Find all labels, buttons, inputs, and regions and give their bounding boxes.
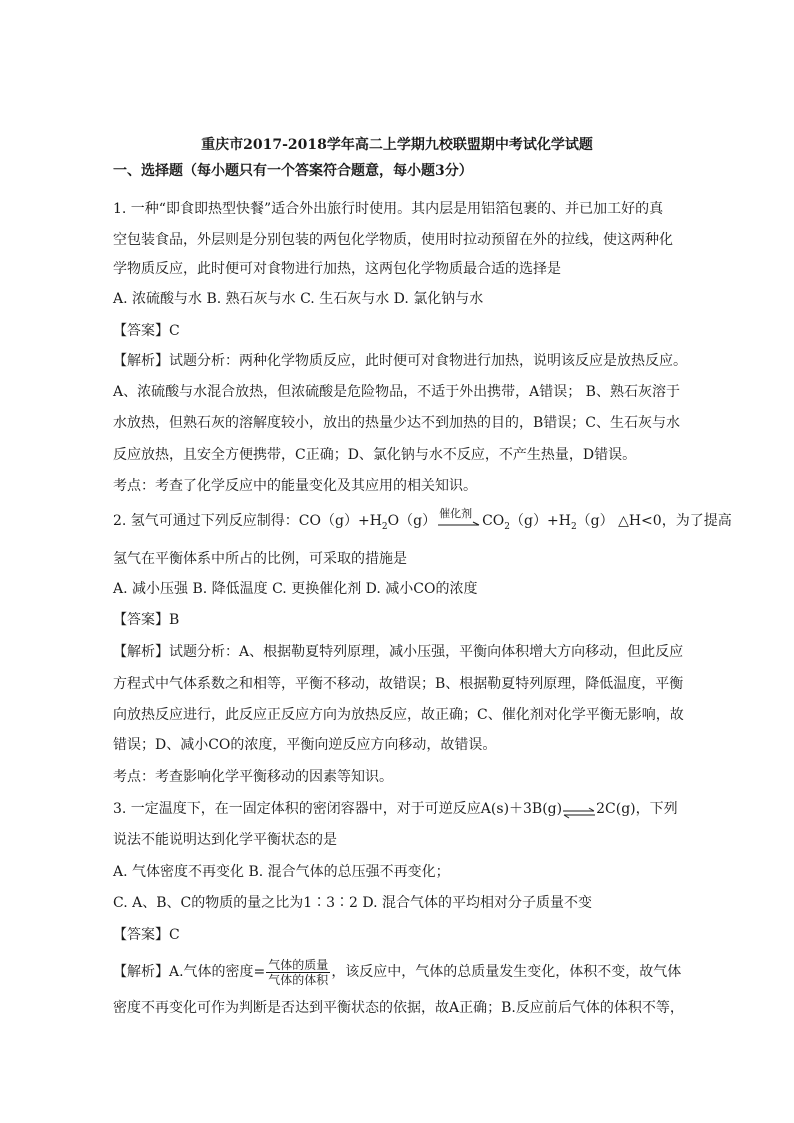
q2-answer: 【答案】B bbox=[113, 612, 180, 628]
catalyst-arrow bbox=[437, 507, 481, 531]
q3-analysis-line-2: 密度不再变化可作为判断是否达到平衡状态的依据，故A正确；B.反应前后气体的体积不等， bbox=[113, 1000, 684, 1016]
density-fraction bbox=[266, 958, 330, 987]
q2-analysis-line-1: 【解析】试题分析：A、根据勒夏特列原理，减小压强，平衡向体积增大方向移动，但此反应 bbox=[113, 644, 684, 660]
q3-options-line-2: C. A、B、C的物质的量之比为1∶3∶2 D. 混合气体的平均相对分子质量不变 bbox=[113, 895, 593, 911]
section-heading: 一、选择题（每小题只有一个答案符合题意，每小题3分） bbox=[113, 163, 473, 179]
q3-stem-line-2: 说法不能说明达到化学平衡状态的是 bbox=[113, 832, 337, 848]
q3-stem-part-a: 3. 一定温度下，在一固定体积的密闭容器中，对于可逆反应A(s)＋3B(g) bbox=[113, 801, 563, 817]
fraction-denominator: 气体的体积 bbox=[268, 972, 329, 987]
q2-analysis-line-4: 错误；D、减小CO的浓度，平衡向逆反应方向移动，故错误。 bbox=[113, 737, 497, 753]
q3-analysis-part-a: 【解析】A.气体的密度= bbox=[113, 964, 266, 980]
catalyst-label: 催化剂 bbox=[439, 507, 473, 520]
q1-stem-line-1: 1. 一种“即食即热型快餐”适合外出旅行时使用。其内层是用铝箔包裹的、并已加工好的真 bbox=[113, 201, 664, 217]
q2-stem-line-1 bbox=[113, 507, 732, 532]
q2-sub-co2: 2 bbox=[504, 521, 511, 532]
q2-options: A. 减小压强 B. 降低温度 C. 更换催化剂 D. 减小CO的浓度 bbox=[113, 581, 478, 597]
q1-analysis-line-2: A、浓硫酸与水混合放热，但浓硫酸是危险物品，不适于外出携带，A错误； B、熟石灰溶于 bbox=[113, 384, 680, 400]
q2-sub-h2: 2 bbox=[570, 521, 577, 532]
fraction-numerator: 气体的质量 bbox=[268, 957, 329, 972]
q2-stem-line-2: 氢气在平衡体系中所占的比例，可采取的措施是 bbox=[113, 551, 407, 567]
q2-kaodian: 考点：考查影响化学平衡移动的因素等知识。 bbox=[113, 769, 393, 785]
q1-options: A. 浓硫酸与水 B. 熟石灰与水 C. 生石灰与水 D. 氯化钠与水 bbox=[113, 291, 484, 307]
q1-analysis-line-3: 水放热，但熟石灰的溶解度较小，放出的热量少达不到加热的目的，B错误；C、生石灰与水 bbox=[113, 415, 680, 431]
q2-stem-part-b: O（g） bbox=[387, 513, 437, 529]
q2-analysis-line-3: 向放热反应进行，此反应正反应方向为放热反应，故正确；C、催化剂对化学平衡无影响，故 bbox=[113, 707, 684, 723]
q2-analysis-line-2: 方程式中气体系数之和相等，平衡不移动，故错误；B、根据勒夏特列原理，降低温度，平衡 bbox=[113, 676, 684, 692]
q2-stem-part-c: CO bbox=[482, 513, 505, 529]
q2-sub-h2o: 2 bbox=[381, 521, 388, 532]
q2-stem-part-d: （g）+H bbox=[510, 513, 571, 529]
q3-stem-line-1 bbox=[113, 799, 683, 819]
q3-answer: 【答案】C bbox=[113, 927, 180, 943]
q1-answer: 【答案】C bbox=[113, 323, 180, 339]
q2-stem-part-a: 2. 氢气可通过下列反应制得：CO（g）+H bbox=[113, 513, 382, 529]
reaction-arrow-icon bbox=[437, 521, 481, 529]
q1-stem-line-3: 学物质反应，此时便可对食物进行加热，这两包化学物质最合适的选择是 bbox=[113, 261, 561, 277]
q3-analysis-part-b: ，该反应中，气体的总质量发生变化，体积不变，故气体 bbox=[331, 964, 682, 980]
q2-stem-part-e: （g） △H<0，为了提高 bbox=[576, 513, 732, 529]
q1-stem-line-2: 空包装食品，外层则是分别包装的两包化学物质，使用时拉动预留在外的拉线，使这两种化 bbox=[113, 232, 673, 248]
q1-analysis-line-4: 反应放热，且安全方便携带，C正确；D、氯化钠与水不反应，不产生热量，D错误。 bbox=[113, 447, 637, 463]
document-title: 重庆市2017-2018学年高二上学期九校联盟期中考试化学试题 bbox=[201, 137, 593, 153]
q3-analysis-line-1 bbox=[113, 955, 683, 989]
q1-kaodian: 考点：考查了化学反应中的能量变化及其应用的相关知识。 bbox=[113, 478, 477, 494]
q3-stem-part-b: 2C(g)，下列 bbox=[596, 801, 678, 817]
equilibrium-arrow-icon bbox=[562, 804, 596, 814]
q1-analysis-line-1: 【解析】试题分析：两种化学物质反应，此时便可对食物进行加热，说明该反应是放热反应。 bbox=[113, 353, 687, 369]
q3-options-line-1: A. 气体密度不再变化 B. 混合气体的总压强不再变化； bbox=[113, 864, 450, 880]
